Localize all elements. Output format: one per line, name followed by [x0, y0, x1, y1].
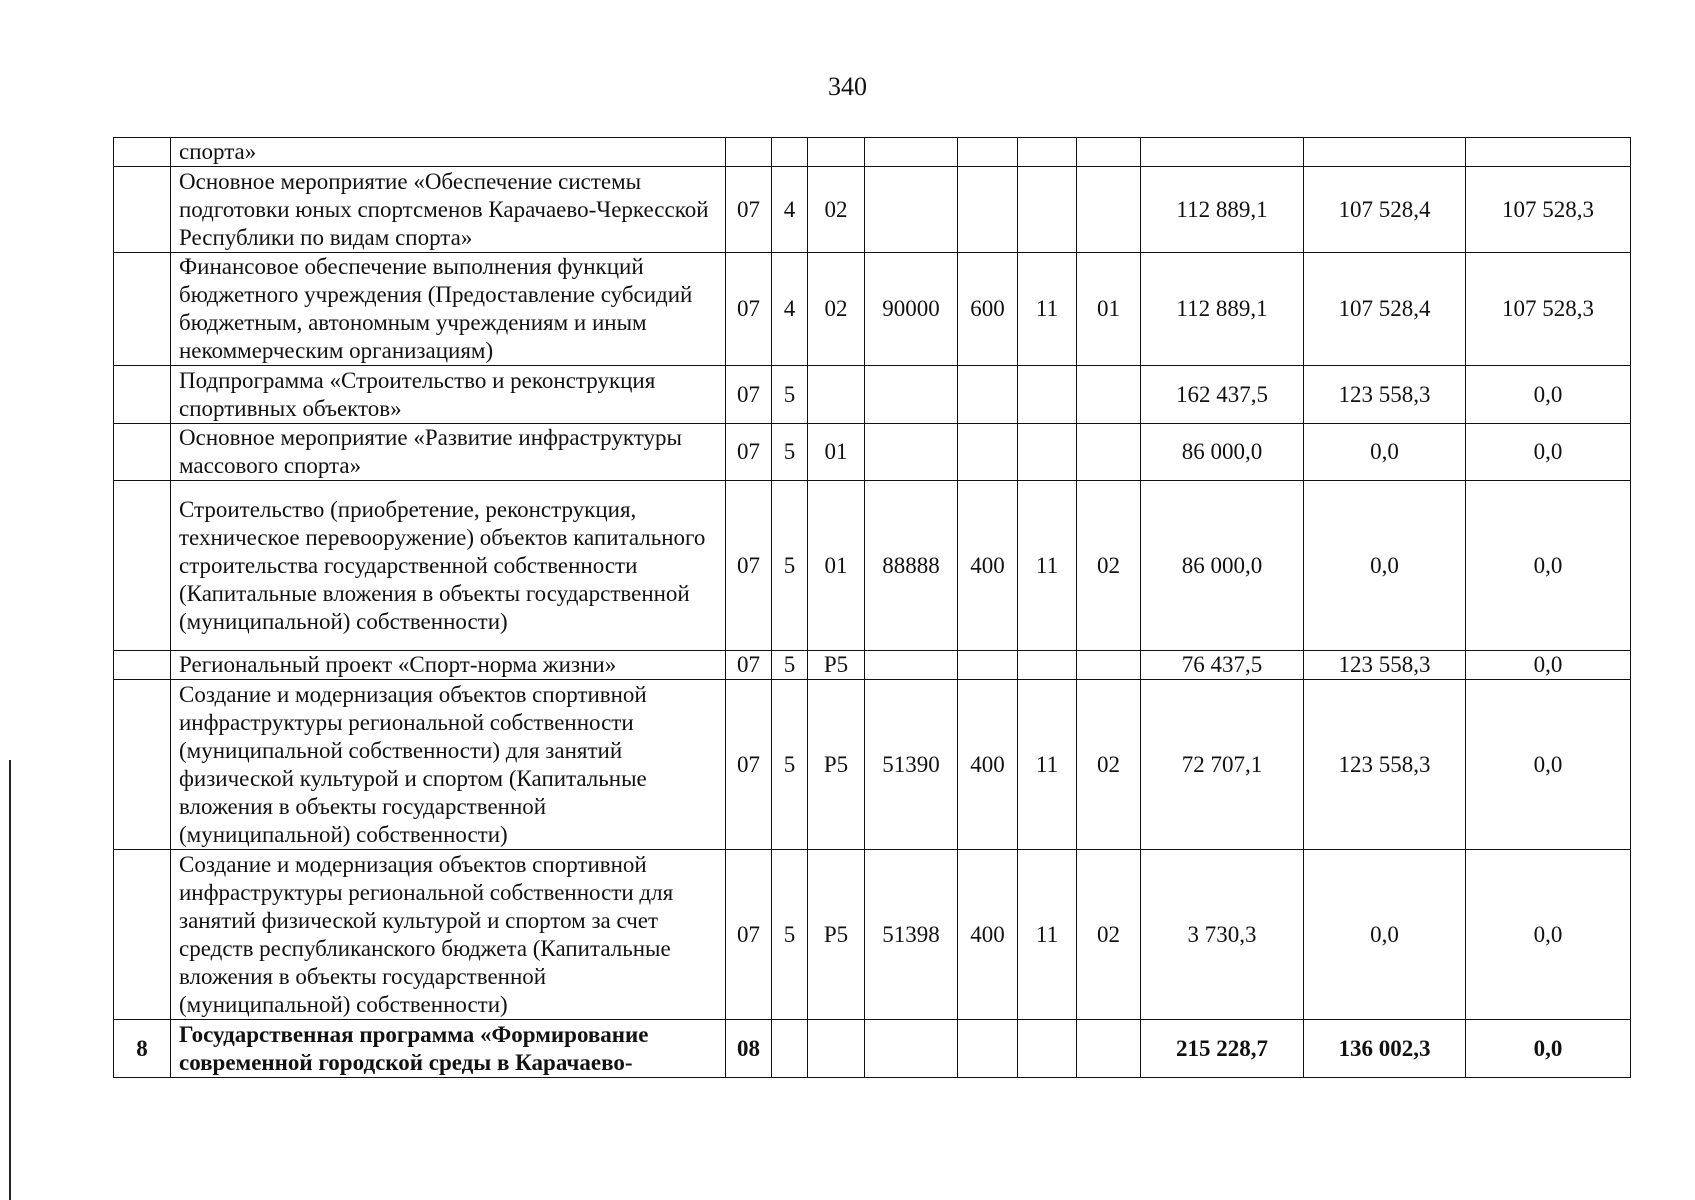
code-section: 07: [726, 167, 772, 253]
code-direction: [865, 1020, 958, 1078]
row-name: Государственная программа «Формирование современной городской среды в Карачаево-: [171, 1020, 726, 1078]
table-row: [114, 366, 1631, 424]
code-subdivision: 01: [1077, 253, 1141, 366]
code-section: 07: [726, 253, 772, 366]
code-section: 07: [726, 850, 772, 1020]
row-number: [114, 481, 171, 651]
amount-year-1: 162 437,5: [1141, 366, 1304, 424]
code-division: 11: [1018, 481, 1077, 651]
amount-year-1: 86 000,0: [1141, 424, 1304, 481]
code-division: [1018, 424, 1077, 481]
table-row: [114, 253, 1631, 366]
table-row: [114, 680, 1631, 850]
code-direction: [865, 651, 958, 680]
code-direction: [865, 138, 958, 167]
code-direction: 51390: [865, 680, 958, 850]
row-name: Создание и модернизация объектов спортивной инфраструктуры региональной собственности для занятий физической культурой и спортом за счет средств республиканского бюджета (Капитальные вложения в объекты государственной (муниципальной) собственности): [171, 850, 726, 1020]
code-subdivision: 02: [1077, 680, 1141, 850]
code-section: 07: [726, 651, 772, 680]
row-name: Основное мероприятие «Обеспечение системы подготовки юных спортсменов Карачаево-Черкесской Республики по видам спорта»: [171, 167, 726, 253]
code-section: 08: [726, 1020, 772, 1078]
amount-year-2: 136 002,3: [1304, 1020, 1466, 1078]
code-subprogram: 5: [772, 850, 808, 1020]
code-division: 11: [1018, 680, 1077, 850]
amount-year-2: 0,0: [1304, 850, 1466, 1020]
amount-year-1: 86 000,0: [1141, 481, 1304, 651]
row-number: [114, 366, 171, 424]
code-event: Р5: [808, 680, 865, 850]
table-row: [114, 1020, 1631, 1078]
code-expense-type: 400: [958, 850, 1018, 1020]
row-name: Финансовое обеспечение выполнения функций бюджетного учреждения (Предоставление субсидий бюджетным, автономным учреждениям и иным некоммерческим организациям): [171, 253, 726, 366]
code-subprogram: 5: [772, 366, 808, 424]
code-event: [808, 1020, 865, 1078]
budget-table: [113, 137, 1631, 1078]
table-row: [114, 651, 1631, 680]
amount-year-1: 3 730,3: [1141, 850, 1304, 1020]
code-expense-type: 400: [958, 481, 1018, 651]
row-number: [114, 680, 171, 850]
row-number: [114, 138, 171, 167]
code-division: [1018, 138, 1077, 167]
code-subdivision: 02: [1077, 850, 1141, 1020]
amount-year-2: 123 558,3: [1304, 366, 1466, 424]
table-row: [114, 424, 1631, 481]
code-direction: [865, 424, 958, 481]
code-expense-type: [958, 366, 1018, 424]
row-number: 8: [114, 1020, 171, 1078]
code-event: Р5: [808, 850, 865, 1020]
code-event: 01: [808, 424, 865, 481]
amount-year-2: 107 528,4: [1304, 253, 1466, 366]
amount-year-2: 123 558,3: [1304, 651, 1466, 680]
amount-year-2: 0,0: [1304, 424, 1466, 481]
code-subprogram: 5: [772, 651, 808, 680]
amount-year-3: 0,0: [1466, 424, 1631, 481]
table-row: [114, 850, 1631, 1020]
code-division: [1018, 651, 1077, 680]
code-section: 07: [726, 680, 772, 850]
code-subdivision: [1077, 424, 1141, 481]
table-row: [114, 167, 1631, 253]
code-subprogram: 5: [772, 481, 808, 651]
code-direction: [865, 366, 958, 424]
code-direction: 90000: [865, 253, 958, 366]
row-number: [114, 424, 171, 481]
code-subprogram: 4: [772, 253, 808, 366]
code-expense-type: [958, 424, 1018, 481]
amount-year-3: 0,0: [1466, 1020, 1631, 1078]
code-expense-type: [958, 167, 1018, 253]
code-subprogram: [772, 1020, 808, 1078]
amount-year-2: 123 558,3: [1304, 680, 1466, 850]
amount-year-3: 0,0: [1466, 481, 1631, 651]
amount-year-3: 107 528,3: [1466, 253, 1631, 366]
amount-year-1: 112 889,1: [1141, 167, 1304, 253]
code-direction: 51398: [865, 850, 958, 1020]
code-event: [808, 138, 865, 167]
row-number: [114, 651, 171, 680]
amount-year-3: 0,0: [1466, 680, 1631, 850]
code-subprogram: [772, 138, 808, 167]
code-direction: [865, 167, 958, 253]
amount-year-3: 0,0: [1466, 850, 1631, 1020]
code-expense-type: [958, 651, 1018, 680]
row-number: [114, 253, 171, 366]
code-section: [726, 138, 772, 167]
code-direction: 88888: [865, 481, 958, 651]
code-event: Р5: [808, 651, 865, 680]
code-section: 07: [726, 366, 772, 424]
code-event: 02: [808, 253, 865, 366]
row-name: Создание и модернизация объектов спортивной инфраструктуры региональной собственности (муниципальной собственности) для занятий физической культурой и спортом (Капитальные вложения в объекты государственной (муниципальной) собственности): [171, 680, 726, 850]
amount-year-1: [1141, 138, 1304, 167]
code-division: [1018, 366, 1077, 424]
code-event: [808, 366, 865, 424]
code-division: [1018, 1020, 1077, 1078]
code-subdivision: 02: [1077, 481, 1141, 651]
table-row: [114, 138, 1631, 167]
row-number: [114, 167, 171, 253]
scan-edge-line: [9, 760, 11, 1200]
code-expense-type: 400: [958, 680, 1018, 850]
amount-year-2: [1304, 138, 1466, 167]
code-section: 07: [726, 481, 772, 651]
amount-year-3: 107 528,3: [1466, 167, 1631, 253]
row-name: Региональный проект «Спорт-норма жизни»: [171, 651, 726, 680]
code-expense-type: [958, 1020, 1018, 1078]
code-subprogram: 4: [772, 167, 808, 253]
code-section: 07: [726, 424, 772, 481]
row-name: Основное мероприятие «Развитие инфраструктуры массового спорта»: [171, 424, 726, 481]
code-subdivision: [1077, 366, 1141, 424]
row-name: спорта»: [171, 138, 726, 167]
code-division: 11: [1018, 850, 1077, 1020]
code-division: 11: [1018, 253, 1077, 366]
amount-year-3: [1466, 138, 1631, 167]
code-subdivision: [1077, 651, 1141, 680]
amount-year-1: 215 228,7: [1141, 1020, 1304, 1078]
page-number: 340: [828, 72, 867, 101]
code-subprogram: 5: [772, 680, 808, 850]
row-number: [114, 850, 171, 1020]
amount-year-1: 112 889,1: [1141, 253, 1304, 366]
amount-year-1: 76 437,5: [1141, 651, 1304, 680]
row-name: Строительство (приобретение, реконструкция, техническое перевооружение) объектов капитального строительства государственной собственности (Капитальные вложения в объекты государственной (муниципальной) собственности): [171, 481, 726, 651]
row-name: Подпрограмма «Строительство и реконструкция спортивных объектов»: [171, 366, 726, 424]
code-event: 01: [808, 481, 865, 651]
code-division: [1018, 167, 1077, 253]
amount-year-2: 0,0: [1304, 481, 1466, 651]
code-subdivision: [1077, 167, 1141, 253]
code-subdivision: [1077, 1020, 1141, 1078]
amount-year-3: 0,0: [1466, 366, 1631, 424]
code-event: 02: [808, 167, 865, 253]
code-expense-type: [958, 138, 1018, 167]
amount-year-3: 0,0: [1466, 651, 1631, 680]
code-subdivision: [1077, 138, 1141, 167]
amount-year-2: 107 528,4: [1304, 167, 1466, 253]
amount-year-1: 72 707,1: [1141, 680, 1304, 850]
code-subprogram: 5: [772, 424, 808, 481]
table-row: [114, 481, 1631, 651]
code-expense-type: 600: [958, 253, 1018, 366]
